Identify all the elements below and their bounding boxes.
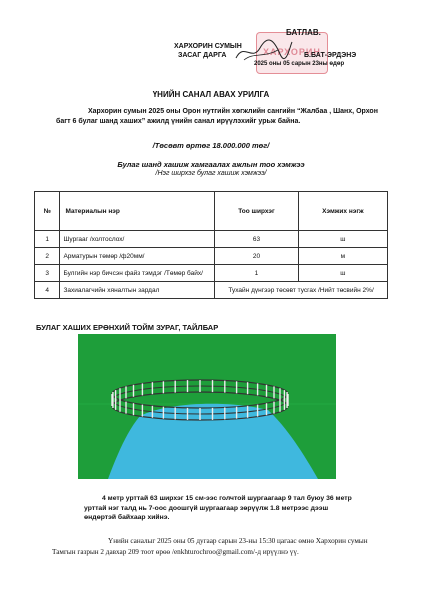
header-material: Материалын нэр bbox=[60, 192, 215, 231]
document-title: ҮНИЙН САНАЛ АВАХ УРИЛГА bbox=[152, 90, 270, 99]
section-title: БУЛАГ ХАШИХ ЕРӨНХИЙ ТОЙМ ЗУРАГ, ТАЙЛБАР bbox=[36, 323, 219, 332]
cell-number: 4 bbox=[35, 282, 60, 299]
table-row bbox=[35, 265, 388, 282]
approver-name: Б.БАТ-ЭРДЭНЭ bbox=[304, 52, 357, 59]
cell-cost-note: Тухайн дүнгээр төсөвт тусгах /Нийт төсвийн 2%/ bbox=[215, 282, 388, 299]
table-subtitle: /Нэг ширхэг булаг хашиж хэмжээ/ bbox=[155, 170, 267, 177]
approval-date: 2025 оны 05 сарын 23ны өдөр bbox=[254, 61, 345, 67]
approver-title: ЗАСАГ ДАРГА bbox=[178, 52, 227, 59]
header-quantity: Тоо ширхэг bbox=[215, 192, 299, 231]
cell-number: 2 bbox=[35, 248, 60, 265]
intro-paragraph: Хархорин сумын 2025 оны Орон нутгийн хөгжлийн сангийн “Жалбаа , Шанх, Орхон багт 6 булаг шанд хаших” ажилд үнийн санал ирүүлэхийг урьж байна. bbox=[56, 108, 378, 125]
table-row bbox=[35, 231, 388, 248]
cell-unit: ш bbox=[298, 265, 387, 282]
approved-word: БАТЛАВ. bbox=[286, 28, 321, 37]
table-row bbox=[35, 248, 388, 265]
materials-table bbox=[34, 191, 388, 299]
cell-unit: м bbox=[298, 248, 387, 265]
approver-org: ХАРХОРИН СУМЫН bbox=[174, 43, 242, 50]
cell-material: Арматурын төмөр /ф20мм/ bbox=[60, 248, 215, 265]
cell-material: Захиалагчийн хяналтын зардал bbox=[60, 282, 215, 299]
diagram-description: 4 метр урттай 63 ширхэг 15 см-ээс голчтой шургаагаар 9 тал буюу 36 метр урттай нэг талд нь 7-оос доошгүй шургаагаар зөрүүлж 1.8 метрээс дээш өндөртэй байхаар хийнэ. bbox=[84, 495, 352, 521]
cell-material: Булгийн нэр бичсэн файз тэмдэг /Төмөр байх/ bbox=[60, 265, 215, 282]
cell-number: 3 bbox=[35, 265, 60, 282]
header-unit: Хэмжих нэгж bbox=[298, 192, 387, 231]
table-row bbox=[35, 282, 388, 299]
cell-quantity: 63 bbox=[215, 231, 299, 248]
header-number: № bbox=[35, 192, 60, 231]
cell-quantity: 20 bbox=[215, 248, 299, 265]
cell-material: Шургааг /холтослох/ bbox=[60, 231, 215, 248]
cell-quantity: 1 bbox=[215, 265, 299, 282]
cell-unit: ш bbox=[298, 231, 387, 248]
spring-fence-diagram bbox=[78, 334, 336, 479]
table-header-row bbox=[35, 192, 388, 231]
cell-number: 1 bbox=[35, 231, 60, 248]
table-title: Булаг шанд хашиж хамгаалах ажлын тоо хэмжээ bbox=[117, 160, 305, 169]
budget-line: /Төсөвт өртөг 18.000.000 төг/ bbox=[152, 141, 270, 150]
submission-note: Үнийн саналыг 2025 оны 05 дугаар сарын 23-ны 15:30 цагаас өмнө Хархорин сумын Тамгын газрын 2 давхар 209 тоот өрөө /enkhturochroo@gmail.com/-д ирүүлнэ үү. bbox=[52, 537, 368, 556]
official-stamp: ХАРХОРИН bbox=[256, 32, 328, 74]
